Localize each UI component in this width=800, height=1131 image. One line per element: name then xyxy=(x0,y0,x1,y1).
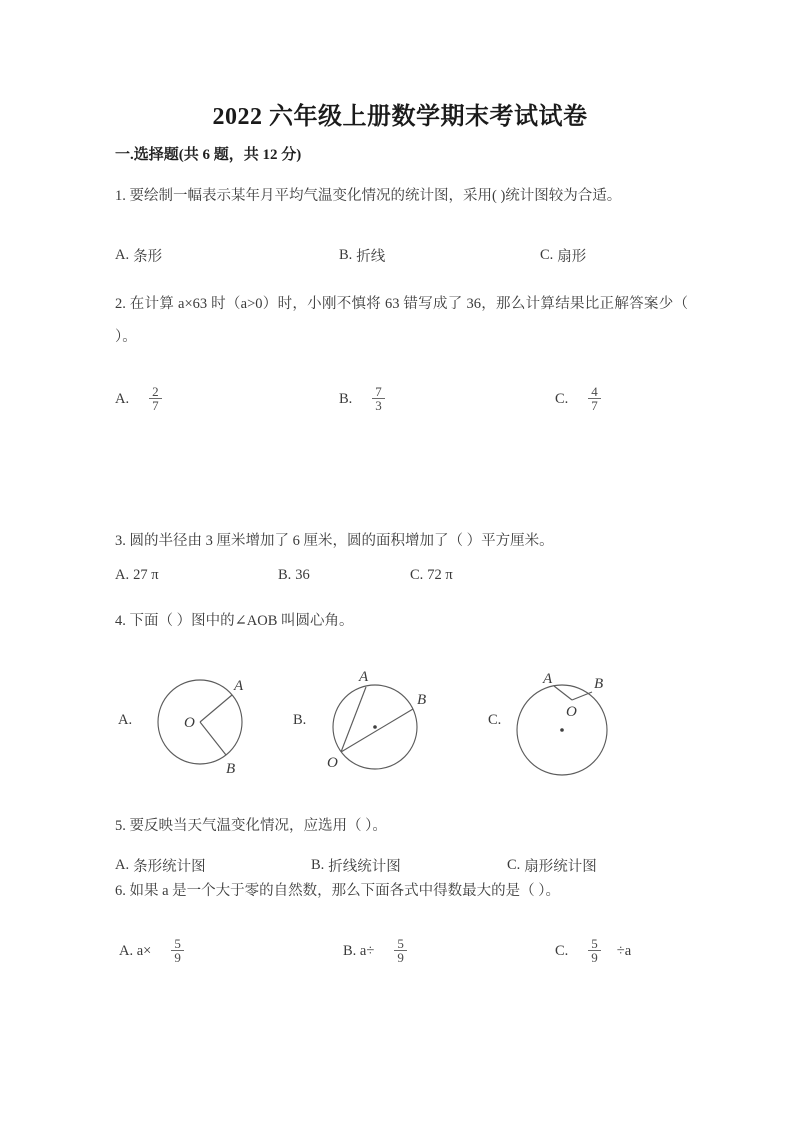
option-6-a-label: A. a× xyxy=(119,943,152,960)
option-6-b-denominator: 9 xyxy=(394,950,407,964)
option-6-c-suffix: ÷a xyxy=(616,943,632,960)
option-6-b-label: B. a÷ xyxy=(343,943,375,960)
option-5-a[interactable] xyxy=(115,855,206,876)
option-6-c-fraction xyxy=(588,937,601,965)
figure-c-point-a: A xyxy=(543,671,553,687)
option-6-a[interactable] xyxy=(119,938,186,966)
option-5-a-label: A. xyxy=(115,857,130,873)
question-6 xyxy=(115,878,688,905)
question-2 xyxy=(115,288,688,354)
option-2-c-label: C. xyxy=(555,391,569,408)
option-3-c-label: C. xyxy=(410,567,424,583)
option-5-b[interactable] xyxy=(311,855,401,876)
question-3-text: 3. 圆的半径由 3 厘米增加了 6 厘米，圆的面积增加了（ ）平方厘米。 xyxy=(115,533,554,549)
option-3-c[interactable] xyxy=(410,567,453,584)
option-6-b-numerator: 5 xyxy=(397,936,404,951)
option-1-c-text: 扇形 xyxy=(557,249,587,265)
option-2-b-label: B. xyxy=(339,391,353,408)
option-2-c-denominator: 7 xyxy=(588,398,601,412)
option-6-a-denominator: 9 xyxy=(171,950,184,964)
option-3-b-text: 36 xyxy=(295,567,310,583)
question-4-figures xyxy=(0,650,800,800)
figure-option-a[interactable] xyxy=(100,650,300,800)
question-5-text: 5. 要反映当天气温变化情况，应选用（ ）。 xyxy=(115,818,387,834)
option-2-b-fraction xyxy=(372,385,385,413)
option-6-c-label: C. xyxy=(555,943,569,960)
option-1-c[interactable] xyxy=(540,245,586,266)
option-2-a-numerator: 2 xyxy=(152,384,159,399)
figure-a-point-a: A xyxy=(234,678,244,694)
option-5-a-text: 条形统计图 xyxy=(133,859,206,875)
option-2-b-numerator: 7 xyxy=(375,384,382,399)
option-3-b[interactable] xyxy=(278,567,310,584)
question-5 xyxy=(115,813,688,840)
question-1 xyxy=(115,183,688,210)
option-2-c[interactable] xyxy=(555,386,603,414)
figure-b-point-o: O xyxy=(327,755,338,771)
question-3-options xyxy=(115,567,688,589)
option-1-b[interactable] xyxy=(339,245,385,266)
figure-a-label: A. xyxy=(118,712,133,728)
question-3 xyxy=(115,528,688,555)
option-5-c[interactable] xyxy=(507,855,597,876)
figure-option-c[interactable] xyxy=(470,650,670,800)
figure-option-b[interactable] xyxy=(275,650,475,800)
option-2-a[interactable] xyxy=(115,386,164,414)
page-title: 2022 六年级上册数学期末考试试卷 xyxy=(212,104,588,130)
option-2-a-label: A. xyxy=(115,391,130,408)
option-6-c[interactable] xyxy=(555,938,631,966)
option-5-c-text: 扇形统计图 xyxy=(524,859,597,875)
question-2-text: 2. 在计算 a×63 时（a>0）时，小刚不慎将 63 错写成了 36，那么计算结果比正解答案少（ ）。 xyxy=(115,296,688,345)
question-6-text: 6. 如果 a 是一个大于零的自然数，那么下面各式中得数最大的是（ ）。 xyxy=(115,883,561,899)
option-1-b-label: B. xyxy=(339,247,353,263)
option-1-a-text: 条形 xyxy=(133,249,163,265)
figure-c-label: C. xyxy=(488,712,502,728)
figure-a-point-b: B xyxy=(226,761,236,777)
question-4-text: 4. 下面（ ）图中的∠AOB 叫圆心角。 xyxy=(115,613,354,629)
option-6-b[interactable] xyxy=(343,938,409,966)
question-6-options xyxy=(115,938,688,972)
question-2-options xyxy=(115,386,688,420)
option-2-b[interactable] xyxy=(339,386,387,414)
option-6-a-numerator: 5 xyxy=(174,936,181,951)
option-2-c-numerator: 4 xyxy=(591,384,598,399)
option-1-a-label: A. xyxy=(115,247,130,263)
option-2-b-denominator: 3 xyxy=(372,398,385,412)
question-1-text: 1. 要绘制一幅表示某年月平均气温变化情况的统计图，采用( )统计图较为合适。 xyxy=(115,188,622,204)
option-5-b-label: B. xyxy=(311,857,325,873)
option-3-a-label: A. xyxy=(115,567,130,583)
option-3-a[interactable] xyxy=(115,567,159,584)
figure-c-point-b: B xyxy=(594,676,604,692)
question-4 xyxy=(115,608,688,635)
option-5-c-label: C. xyxy=(507,857,521,873)
option-1-b-text: 折线 xyxy=(356,249,386,265)
option-6-c-numerator: 5 xyxy=(591,936,598,951)
option-3-b-label: B. xyxy=(278,567,292,583)
option-2-c-fraction xyxy=(588,385,601,413)
option-6-b-fraction xyxy=(394,937,407,965)
question-1-options xyxy=(115,245,688,267)
option-3-a-text: 27 π xyxy=(133,567,159,583)
figure-c-point-o: O xyxy=(566,704,577,720)
option-2-a-denominator: 7 xyxy=(149,398,162,412)
figure-b-point-a: A xyxy=(359,669,369,685)
option-3-c-text: 72 π xyxy=(427,567,453,583)
figure-b-label: B. xyxy=(293,712,307,728)
figure-b-point-b: B xyxy=(417,692,427,708)
figure-a-point-o: O xyxy=(184,715,195,731)
option-6-c-denominator: 9 xyxy=(588,950,601,964)
option-2-a-fraction xyxy=(149,385,162,413)
option-5-b-text: 折线统计图 xyxy=(328,859,401,875)
option-1-c-label: C. xyxy=(540,247,554,263)
section-heading: 一.选择题(共 6 题，共 12 分) xyxy=(115,147,302,163)
option-1-a[interactable] xyxy=(115,245,162,266)
option-6-a-fraction xyxy=(171,937,184,965)
question-5-options xyxy=(115,855,688,877)
